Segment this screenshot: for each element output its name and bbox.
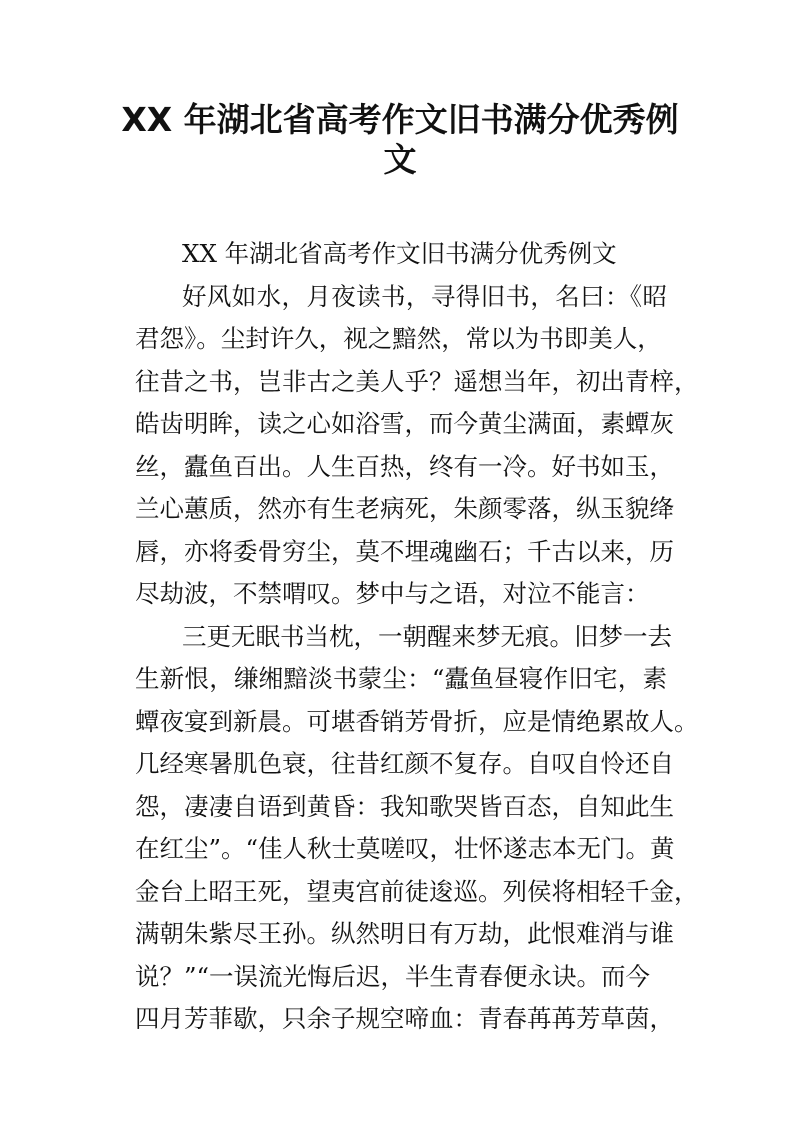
- document-title-line-1: XX 年湖北省高考作文旧书满分优秀例: [121, 100, 679, 139]
- body-line: 在红尘”。“佳人秋士莫嗟叹，壮怀遂志本无门。黄: [135, 834, 675, 863]
- body-line: 往昔之书，岂非古之美人乎？遥想当年，初出青梓，: [135, 366, 699, 396]
- document-title-line-2: 文: [383, 140, 417, 179]
- body-line: 好风如水，月夜读书，寻得旧书，名曰：《昭: [182, 281, 667, 311]
- document-body: [135, 233, 699, 1041]
- body-subtitle-line: XX 年湖北省高考作文旧书满分优秀例文: [182, 239, 617, 268]
- body-line: 兰心蕙质，然亦有生老病死，朱颜零落，纵玉貌绛: [135, 494, 674, 523]
- body-line: 满朝朱紫尽王孙。纵然明日有万劫，此恨难消与谁: [135, 919, 674, 948]
- body-line: 生新恨，缣缃黯淡书蒙尘：“蠹鱼昼寝作旧宅，素: [135, 664, 667, 693]
- body-line: 蟫夜宴到新晨。可堪香销芳骨折，应是情绝累故人。: [135, 706, 699, 736]
- body-line: 君怨》。尘封许久，视之黯然，常以为书即美人，: [135, 324, 662, 353]
- body-line: 四月芳菲歇，只余子规空啼血：青春苒苒芳草茵，: [135, 1004, 674, 1033]
- body-line: 唇，亦将委骨穷尘，莫不埋魂幽石；千古以来，历: [135, 536, 674, 566]
- body-line: 几经寒暑肌色衰，往昔红颜不复存。自叹自怜还自: [135, 749, 674, 778]
- body-line: 丝，蠹鱼百出。人生百热，终有一冷。好书如玉，: [135, 451, 674, 481]
- body-line: 说？”“一误流光悔后迟，半生青春便永诀。而今: [135, 961, 651, 991]
- body-line: 三更无眠书当枕，一朝醒来梦无痕。旧梦一去: [182, 621, 672, 651]
- body-line: 金台上昭王死，望夷宫前徒逡巡。列侯将相轻千金，: [135, 876, 699, 906]
- body-line: 皓齿明眸，读之心如浴雪，而今黄尘满面，素蟫灰: [135, 409, 674, 438]
- body-line: 尽劫波，不禁喟叹。梦中与之语，对泣不能言：: [135, 579, 650, 608]
- body-line: 怨，凄凄自语到黄昏：我知歌哭皆百态，自知此生: [135, 791, 674, 821]
